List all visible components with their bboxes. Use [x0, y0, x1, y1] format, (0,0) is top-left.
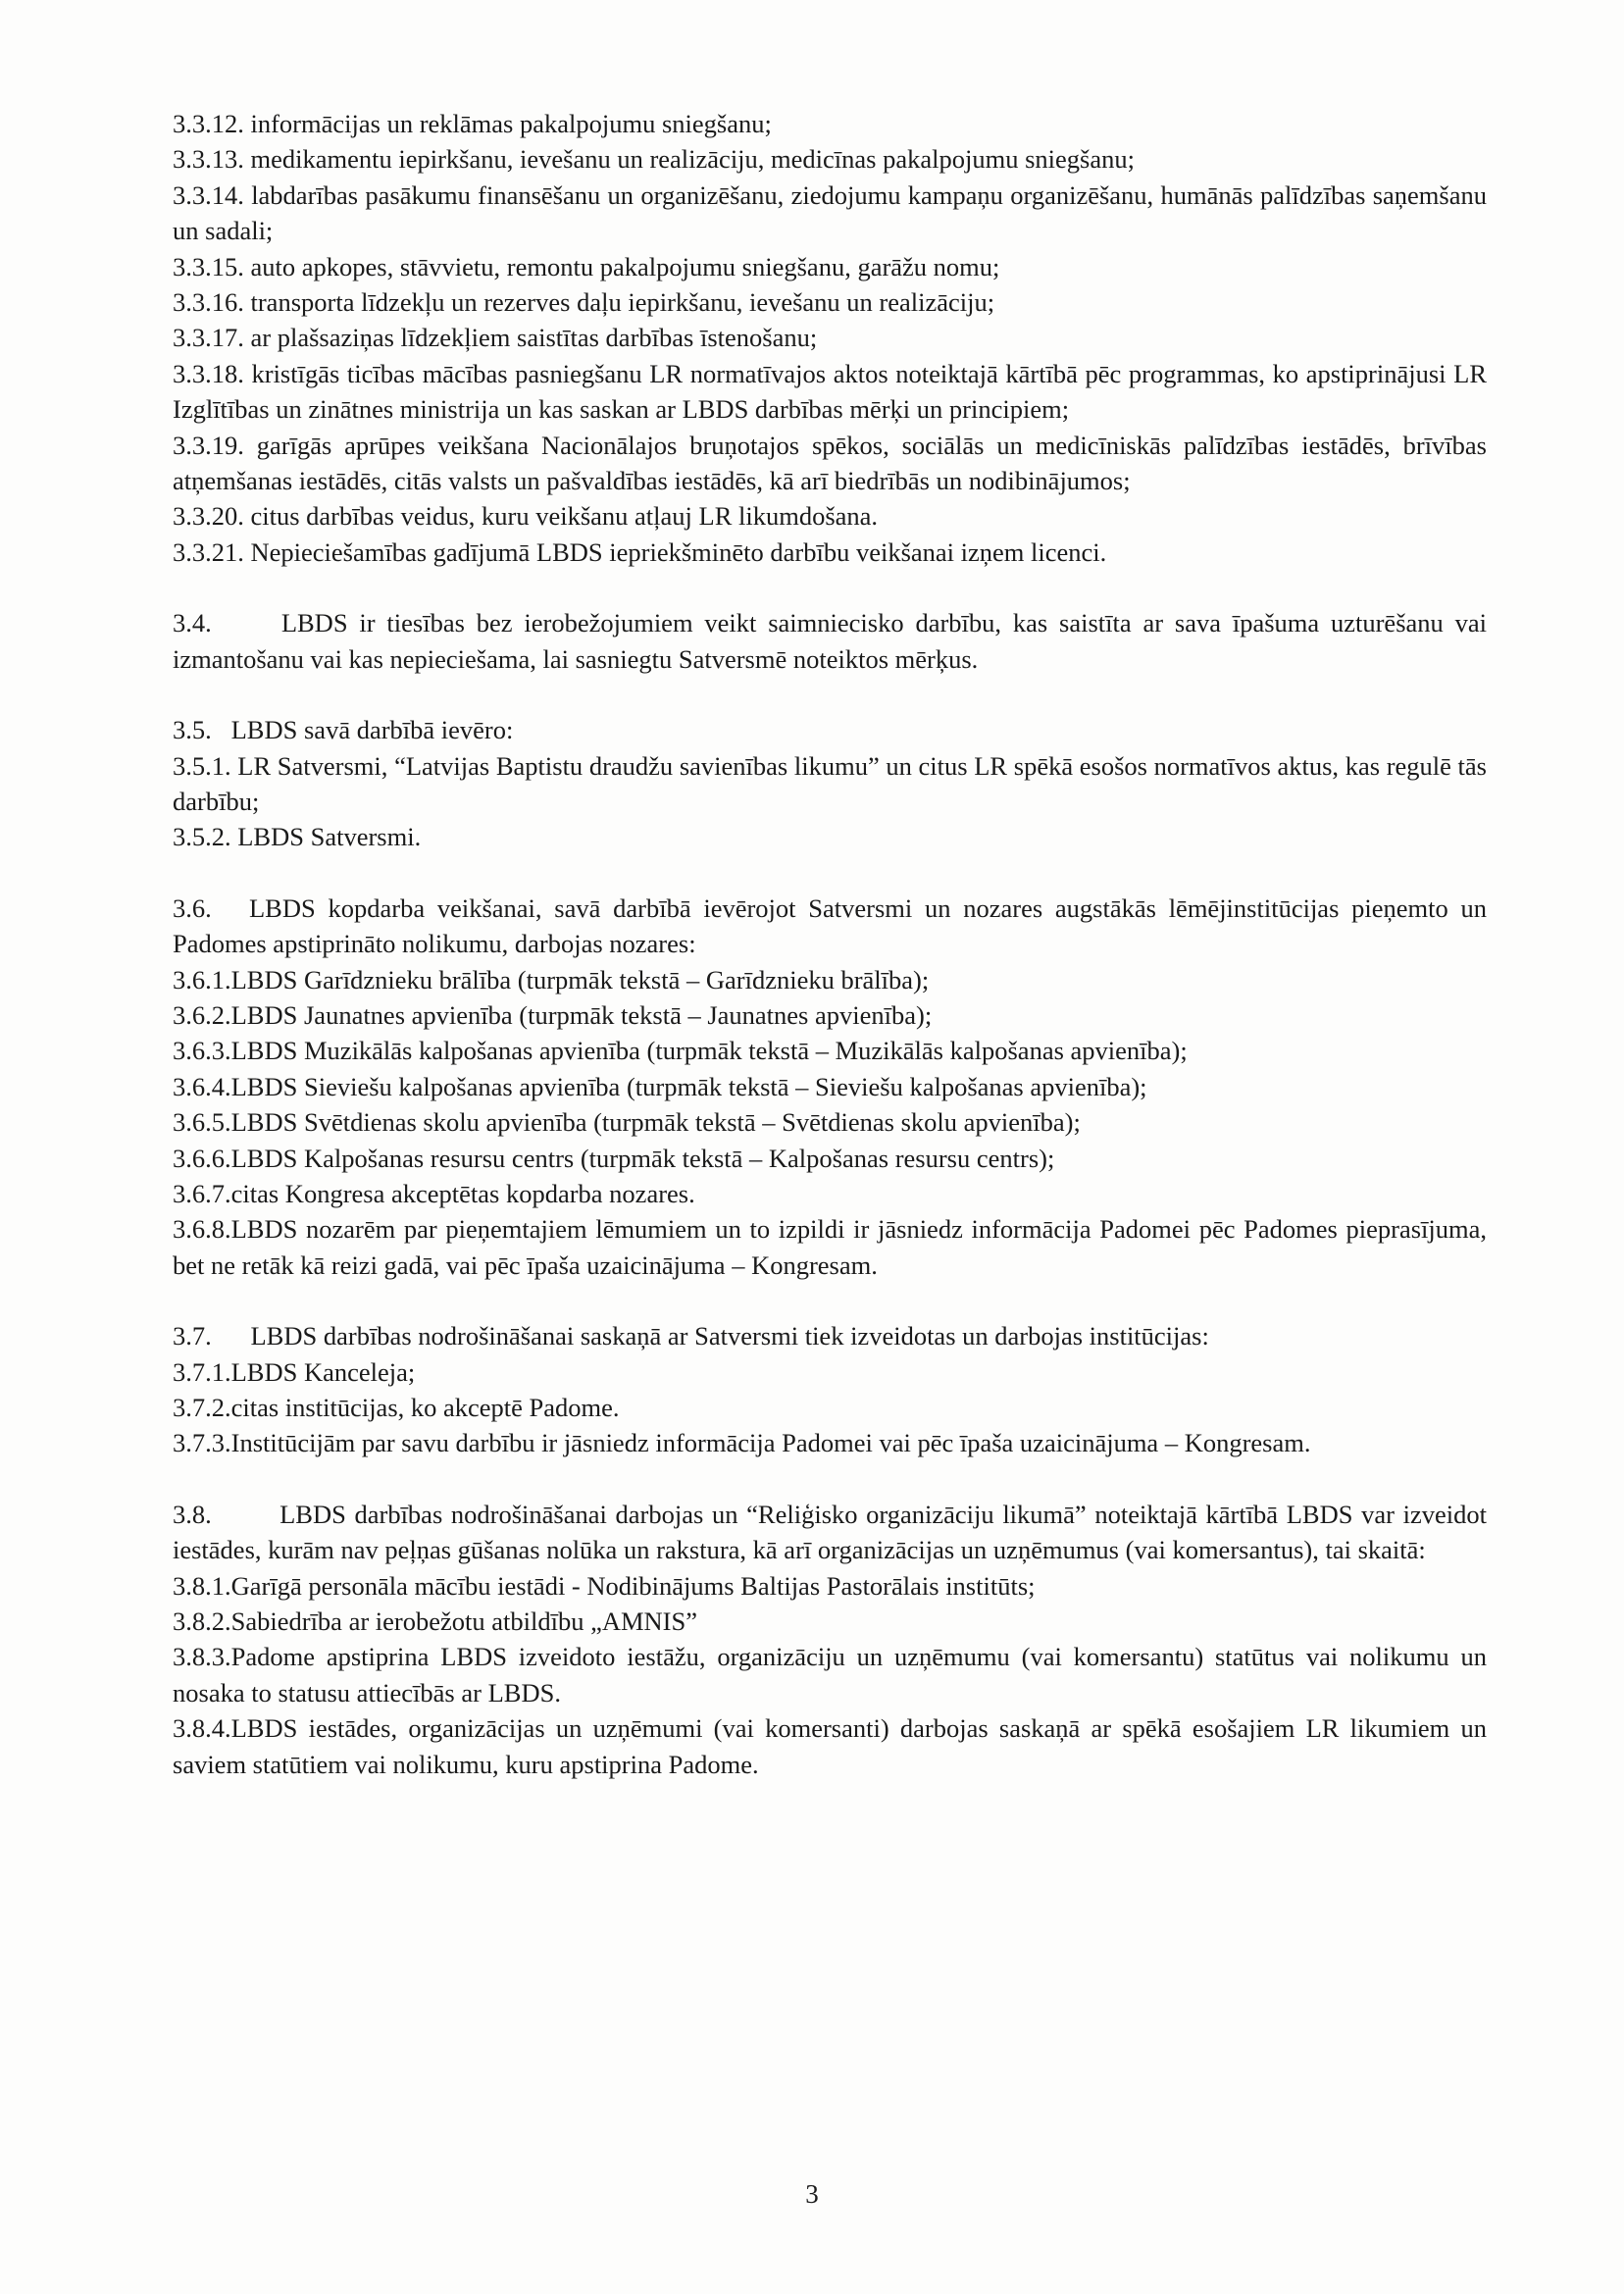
section-number: 3.6.	[173, 892, 212, 923]
list-item: 3.8.1.Garīgā personāla mācību iestādi - Nodibinājums Baltijas Pastorālais institūts;	[173, 1570, 1036, 1601]
list-item: 3.3.14. labdarības pasākumu finansēšanu un organizēšanu, ziedojumu kampaņu organizēšanu, humānās palīdzības saņemšanu un sadali;	[173, 179, 1487, 246]
section-text: LBDS darbības nodrošināšanai saskaņā ar Satversmi tiek izveidotas un darbojas institūcijas:	[250, 1321, 1209, 1351]
list-item: 3.7.3.Institūcijām par savu darbību ir jāsniedz informācija Padomei vai pēc īpaša uzaicinājuma – Kongresam.	[173, 1428, 1311, 1458]
list-item: 3.3.20. citus darbības veidus, kuru veikšanu atļauj LR likumdošana.	[173, 501, 879, 532]
section-3-6	[173, 891, 1487, 962]
section-3-8	[173, 1497, 1487, 1568]
list-item: 3.3.21. Nepieciešamības gadījumā LBDS iepriekšminēto darbību veikšanai izņem licenci.	[173, 536, 1107, 567]
list-item: 3.6.4.LBDS Sieviešu kalpošanas apvienība (turpmāk tekstā – Sieviešu kalpošanas apvienība);	[173, 1071, 1147, 1101]
list-item: 3.8.3.Padome apstiprina LBDS izveidoto iestāžu, organizāciju un uzņēmumu (vai komersantu) statūtus vai nolikumu un nosaka to statusu attiecībās ar LBDS.	[173, 1642, 1487, 1708]
list-item: 3.5.1. LR Satversmi, “Latvijas Baptistu draudžu savienības likumu” un citus LR spēkā esošos normatīvos aktus, kas regulē tās darbību;	[173, 750, 1487, 816]
section-text: LBDS darbības nodrošināšanai darbojas un “Reliģisko organizāciju likumā” noteiktajā kārtībā LBDS var izveidot iestādes, kurām nav peļņas gūšanas nolūka un rakstura, kā arī organizācijas un uzņēmumus (vai komersantus), tai skaitā:	[173, 1499, 1488, 1565]
list-item: 3.6.7.citas Kongresa akceptētas kopdarba nozares.	[173, 1178, 695, 1208]
section-number: 3.4.	[173, 608, 212, 638]
list-item: 3.3.12. informācijas un reklāmas pakalpojumu sniegšanu;	[173, 109, 772, 138]
section-3-4	[173, 605, 1487, 677]
list-item: 3.7.2.citas institūcijas, ko akceptē Padome.	[173, 1393, 620, 1422]
list-item: 3.3.19. garīgās aprūpes veikšana Nacionālajos bruņotajos spēkos, sociālās un medicīniskās palīdzības iestādēs, brīvības atņemšanas iestādēs, citās valsts un pašvaldības iestādēs, kā arī biedrībās un nodibinājumos;	[173, 430, 1487, 496]
section-text: LBDS kopdarba veikšanai, savā darbībā ievērojot Satversmi un nozares augstākās lēmējinstitūcijas pieņemto un Padomes apstiprināto nolikumu, darbojas nozares:	[173, 892, 1487, 959]
list-item: 3.6.1.LBDS Garīdznieku brālība (turpmāk tekstā – Garīdznieku brālība);	[173, 964, 930, 994]
page-number: 3	[805, 2179, 819, 2209]
list-item: 3.6.5.LBDS Svētdienas skolu apvienība (turpmāk tekstā – Svētdienas skolu apvienība);	[173, 1107, 1081, 1138]
list-item: 3.7.1.LBDS Kanceleja;	[173, 1356, 416, 1387]
section-3-7	[173, 1318, 1487, 1353]
section-text: LBDS savā darbībā ievēro:	[230, 715, 514, 745]
list-3-3	[173, 106, 1487, 570]
list-item: 3.3.18. kristīgās ticības mācības pasniegšanu LR normatīvajos aktos noteiktajā kārtībā pēc programmas, ko apstiprinājusi LR Izglītības un zinātnes ministrija un kas saskan ar LBDS darbības mērķi un principiem;	[173, 358, 1488, 425]
section-text: LBDS ir tiesības bez ierobežojumiem veikt saimniecisko darbību, kas saistīta ar sava īpašuma uzturēšanu vai izmantošanu vai kas nepieciešama, lai sasniegtu Satversmē noteiktos mērķus.	[173, 608, 1487, 674]
list-item: 3.3.13. medikamentu iepirkšanu, ievešanu un realizāciju, medicīnas pakalpojumu sniegšanu;	[173, 144, 1135, 175]
section-3-5	[173, 712, 1487, 747]
list-item: 3.3.16. transporta līdzekļu un rezerves daļu iepirkšanu, ievešanu un realizāciju;	[173, 287, 995, 318]
list-item: 3.8.4.LBDS iestādes, organizācijas un uzņēmumi (vai komersanti) darbojas saskaņā ar spēkā esošajiem LR likumiem un saviem statūtiem vai nolikumu, kuru apstiprina Padome.	[173, 1713, 1487, 1779]
document-page	[173, 106, 1487, 1782]
list-item: 3.6.2.LBDS Jaunatnes apvienība (turpmāk tekstā – Jaunatnes apvienība);	[173, 999, 933, 1030]
list-item: 3.6.3.LBDS Muzikālās kalpošanas apvienība (turpmāk tekstā – Muzikālās kalpošanas apvienība);	[173, 1036, 1188, 1066]
list-item: 3.8.2.Sabiedrība ar ierobežotu atbildību „AMNIS”	[173, 1606, 698, 1637]
list-item: 3.6.6.LBDS Kalpošanas resursu centrs (turpmāk tekstā – Kalpošanas resursu centrs);	[173, 1143, 1055, 1173]
section-number: 3.8.	[173, 1499, 212, 1529]
list-item: 3.3.17. ar plašsaziņas līdzekļiem saistītas darbības īstenošanu;	[173, 323, 818, 353]
list-item: 3.6.8.LBDS nozarēm par pieņemtajiem lēmumiem un to izpildi ir jāsniedz informācija Padomei pēc Padomes pieprasījuma, bet ne retāk kā reizi gadā, vai pēc īpaša uzaicinājuma – Kongresam.	[173, 1214, 1487, 1280]
list-item: 3.5.2. LBDS Satversmi.	[173, 822, 422, 852]
section-number: 3.7.	[173, 1321, 212, 1351]
section-number: 3.5.	[173, 715, 212, 745]
list-item: 3.3.15. auto apkopes, stāvvietu, remontu pakalpojumu sniegšanu, garāžu nomu;	[173, 251, 1000, 281]
